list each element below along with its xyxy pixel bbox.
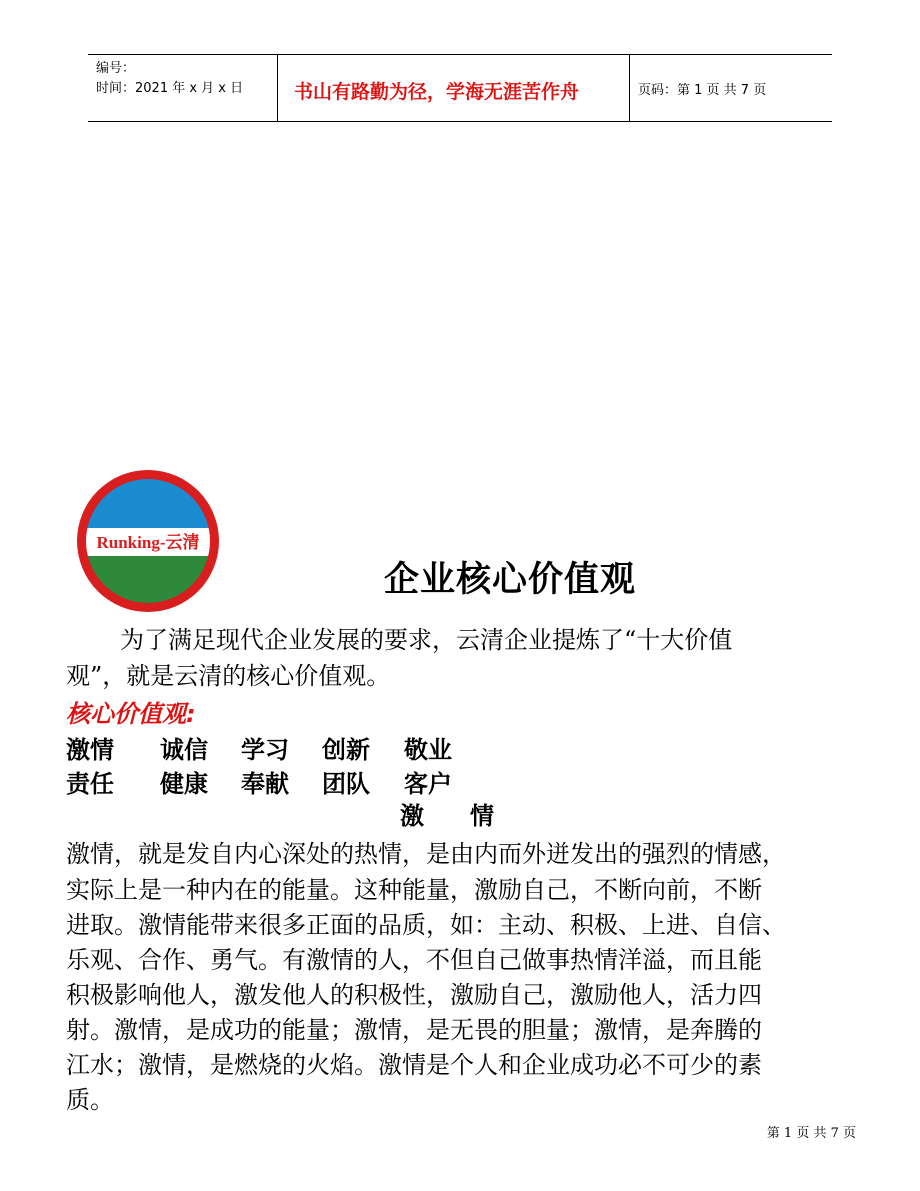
value-item: 客户 — [404, 770, 452, 798]
page-label: 页码：第 1 页 共 7 页 — [638, 83, 767, 98]
motto: 书山有路勤为径，学海无涯苦作舟 — [294, 81, 580, 103]
value-item: 激情 — [66, 736, 114, 764]
body-line: 进取。激情能带来很多正面的品质，如：主动、积极、上进、自信、 — [66, 911, 786, 939]
header-info-cell — [88, 55, 278, 121]
intro-line-2: 观”，就是云清的核心价值观。 — [66, 662, 391, 690]
value-item: 奉献 — [241, 770, 289, 798]
value-item: 健康 — [160, 770, 208, 798]
body-line: 激情，就是发自内心深处的热情，是由内而外迸发出的强烈的情感， — [66, 840, 786, 868]
section-title: 激情 — [400, 802, 540, 830]
body-line: 江水；激情，是燃烧的火焰。激情是个人和企业成功必不可少的素 — [66, 1051, 762, 1079]
body-line: 射。激情，是成功的能量；激情，是无畏的胆量；激情，是奔腾的 — [66, 1016, 762, 1044]
value-item: 创新 — [322, 736, 370, 764]
value-item: 责任 — [66, 770, 114, 798]
header-motto-cell — [278, 55, 630, 121]
value-item: 敬业 — [404, 736, 452, 764]
header-page-cell — [630, 55, 832, 121]
page-title: 企业核心价值观 — [383, 560, 636, 600]
page-header — [88, 54, 832, 122]
body-line: 质。 — [66, 1086, 114, 1114]
value-item: 诚信 — [160, 736, 208, 764]
value-item: 团队 — [322, 770, 370, 798]
number-label: 编号： — [96, 61, 136, 76]
body-line: 积极影响他人，激发他人的积极性，激励自己，激励他人，活力四 — [66, 981, 762, 1009]
time-label: 时间：2021 年 x 月 x 日 — [96, 81, 244, 96]
page-footer: 第 1 页 共 7 页 — [766, 1126, 856, 1141]
core-values-heading: 核心价值观: — [66, 700, 196, 728]
value-item: 学习 — [241, 736, 289, 764]
intro-line-1: 为了满足现代企业发展的要求，云清企业提炼了“十大价值 — [120, 626, 733, 654]
logo-text: Runking-云清 — [96, 533, 200, 552]
body-line: 乐观、合作、勇气。有激情的人，不但自己做事热情洋溢，而且能 — [66, 946, 762, 974]
body-line: 实际上是一种内在的能量。这种能量，激励自己，不断向前，不断 — [66, 876, 762, 904]
